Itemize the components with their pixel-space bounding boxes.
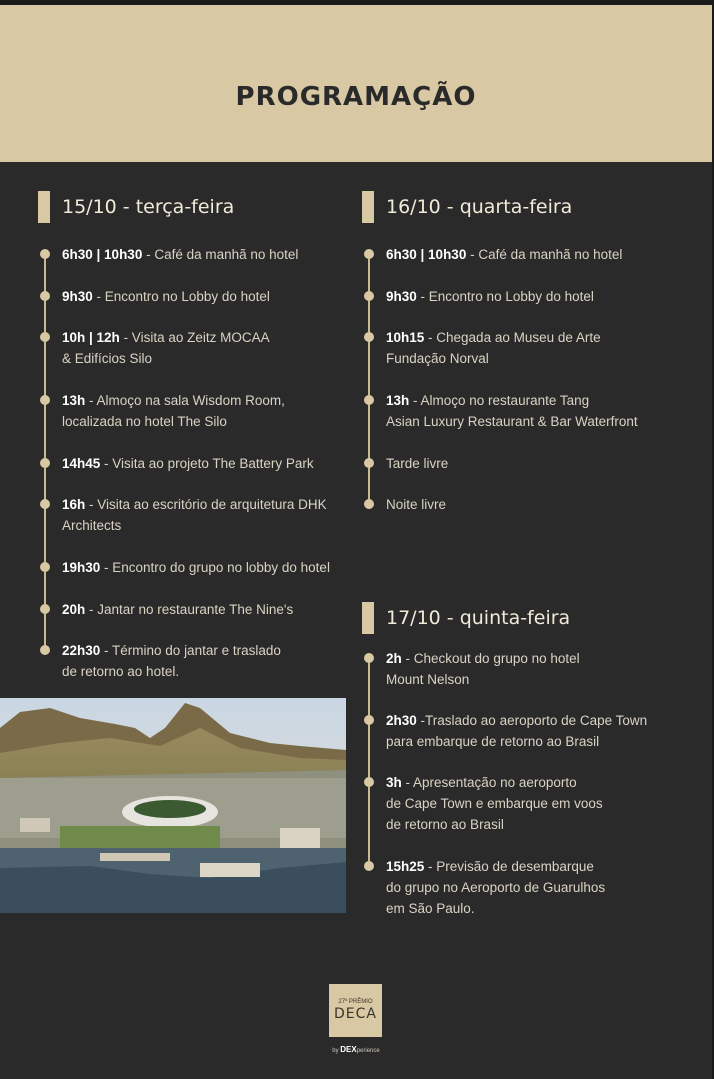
schedule-item-line [386, 731, 647, 752]
schedule-description: - Término do jantar e traslado [100, 643, 281, 658]
day-title-accent-bar [362, 191, 374, 223]
schedule-description: Asian Luxury Restaurant & Bar Waterfront [386, 414, 638, 429]
schedule-description: - Visita ao projeto The Battery Park [100, 456, 314, 471]
schedule-item [62, 327, 270, 369]
schedule-description: do grupo no Aeroporto de Guarulhos [386, 880, 606, 895]
day-title-1610 [362, 191, 572, 223]
page-title: PROGRAMAÇÃO [235, 82, 477, 112]
timeline-line [368, 658, 370, 866]
schedule-time: 10h15 [386, 330, 425, 345]
schedule-description: - Checkout do grupo no hotel [401, 651, 580, 666]
schedule-time: 16h [62, 497, 86, 512]
schedule-item-line [62, 411, 285, 432]
schedule-item [62, 390, 285, 432]
schedule-description: - Almoço na sala Wisdom Room, [85, 393, 285, 408]
schedule-item [386, 648, 580, 690]
schedule-item [386, 327, 601, 369]
byline-brand-suffix: perience [356, 1048, 380, 1054]
day-title-1510 [38, 191, 234, 223]
schedule-time: 9h30 [62, 289, 93, 304]
timeline-dot [364, 249, 374, 259]
schedule-item [62, 599, 293, 620]
schedule-description: - Café da manhã no hotel [142, 247, 299, 262]
schedule-item-line [386, 327, 601, 348]
schedule-description: - Previsão de desembarque [424, 859, 594, 874]
schedule-description: - Visita ao Zeitz MOCAA [119, 330, 270, 345]
schedule-item-line [62, 640, 281, 661]
schedule-item-line [386, 411, 638, 432]
cape-town-aerial-photo [0, 698, 346, 913]
timeline-dot [40, 291, 50, 301]
schedule-item-line [62, 453, 314, 474]
schedule-description: - Almoço no restaurante Tang [409, 393, 590, 408]
byline-brand: DEX [340, 1045, 357, 1054]
schedule-item-line [386, 814, 603, 835]
schedule-description: Fundação Norval [386, 351, 489, 366]
schedule-description: - Encontro no Lobby do hotel [92, 289, 270, 304]
day-title-accent-bar [362, 602, 374, 634]
day-title-accent-bar [38, 191, 50, 223]
schedule-item-line [62, 599, 293, 620]
schedule-description: - Chegada ao Museu de Arte [424, 330, 601, 345]
schedule-item-line [62, 286, 270, 307]
day-title-1710 [362, 602, 570, 634]
schedule-time: 9h30 [386, 289, 417, 304]
schedule-item-line [386, 286, 594, 307]
schedule-description: - Encontro do grupo no lobby do hotel [100, 560, 330, 575]
schedule-item-line [62, 348, 270, 369]
schedule-time: 15h25 [386, 859, 425, 874]
timeline-dot [40, 458, 50, 468]
schedule-item-line [386, 898, 605, 919]
timeline-dot [364, 332, 374, 342]
schedule-item-line [386, 494, 446, 515]
timeline-dot [364, 861, 374, 871]
schedule-item-line [386, 648, 580, 669]
timeline-dot [40, 645, 50, 655]
timeline-dot [364, 715, 374, 725]
schedule-description: - Encontro no Lobby do hotel [416, 289, 594, 304]
schedule-item [386, 856, 605, 919]
byline-by: by [332, 1048, 339, 1054]
schedule-item-line [62, 557, 330, 578]
schedule-item-line [386, 390, 638, 411]
schedule-time: 3h [386, 775, 402, 790]
schedule-description: - Apresentação no aeroporto [401, 775, 577, 790]
schedule-item [386, 453, 448, 474]
schedule-item [386, 710, 647, 752]
schedule-description: - Café da manhã no hotel [466, 247, 623, 262]
schedule-time: 14h45 [62, 456, 101, 471]
schedule-item-line [386, 856, 605, 877]
schedule-item [386, 390, 638, 432]
schedule-description: de Cape Town e embarque em voos [386, 796, 603, 811]
logo-edition-text: 27º PRÊMIO [338, 999, 373, 1005]
schedule-item-line [62, 390, 285, 411]
logo-deca-text: DECA [334, 1006, 377, 1022]
timeline-dot [364, 291, 374, 301]
day-title-text: 17/10 - quinta-feira [386, 607, 571, 629]
schedule-description: - Jantar no restaurante The Nine's [85, 602, 294, 617]
schedule-item [62, 557, 330, 578]
schedule-item-line [62, 244, 298, 265]
schedule-item [386, 244, 622, 265]
schedule-time: 6h30 | 10h30 [62, 247, 143, 262]
schedule-item-line [386, 348, 601, 369]
schedule-time: 13h [386, 393, 410, 408]
schedule-item [386, 772, 603, 835]
schedule-item [62, 286, 270, 307]
timeline-dot [364, 777, 374, 787]
timeline-dot [40, 499, 50, 509]
timeline-dot [40, 249, 50, 259]
schedule-item-line [386, 793, 603, 814]
schedule-item-line [62, 327, 270, 348]
schedule-description: em São Paulo. [386, 901, 475, 916]
day-title-text: 16/10 - quarta-feira [386, 196, 573, 218]
schedule-item-line [386, 453, 448, 474]
schedule-item [62, 494, 327, 536]
schedule-item-line [386, 710, 647, 731]
schedule-description: de retorno ao Brasil [386, 817, 504, 832]
timeline-dot [40, 562, 50, 572]
schedule-item-line [62, 661, 281, 682]
schedule-time: 22h30 [62, 643, 101, 658]
timeline-dot [364, 395, 374, 405]
schedule-description: Noite livre [386, 497, 447, 512]
schedule-item-line [386, 877, 605, 898]
schedule-item-line [62, 494, 327, 515]
schedule-item-line [386, 772, 603, 793]
timeline-dot [364, 499, 374, 509]
schedule-description: - Visita ao escritório de arquitetura DHK [85, 497, 327, 512]
timeline-line [44, 254, 46, 650]
schedule-time: 19h30 [62, 560, 101, 575]
schedule-description: Tarde livre [386, 456, 449, 471]
schedule-time: 2h30 [386, 713, 417, 728]
schedule-item [62, 453, 314, 474]
schedule-item [62, 244, 298, 265]
schedule-item-line [62, 515, 327, 536]
timeline-dot [40, 604, 50, 614]
timeline-dot [364, 458, 374, 468]
schedule-time: 13h [62, 393, 86, 408]
schedule-description: -Traslado ao aeroporto de Cape Town [416, 713, 648, 728]
schedule-time: 2h [386, 651, 402, 666]
dexperience-byline [325, 1045, 387, 1054]
header-banner [0, 5, 712, 162]
schedule-item-line [386, 669, 580, 690]
schedule-item [386, 286, 594, 307]
schedule-description: para embarque de retorno ao Brasil [386, 734, 600, 749]
timeline-dot [40, 332, 50, 342]
schedule-description: & Edifícios Silo [62, 351, 153, 366]
schedule-item-line [386, 244, 622, 265]
premio-deca-logo [329, 984, 382, 1037]
timeline-dot [40, 395, 50, 405]
schedule-description: de retorno ao hotel. [62, 664, 180, 679]
timeline-dot [364, 653, 374, 663]
schedule-description: Mount Nelson [386, 672, 470, 687]
schedule-time: 6h30 | 10h30 [386, 247, 467, 262]
schedule-item [386, 494, 446, 515]
schedule-description: Architects [62, 518, 122, 533]
schedule-time: 20h [62, 602, 86, 617]
schedule-description: localizada no hotel The Silo [62, 414, 227, 429]
schedule-item [62, 640, 281, 682]
schedule-time: 10h | 12h [62, 330, 120, 345]
day-title-text: 15/10 - terça-feira [62, 196, 235, 218]
